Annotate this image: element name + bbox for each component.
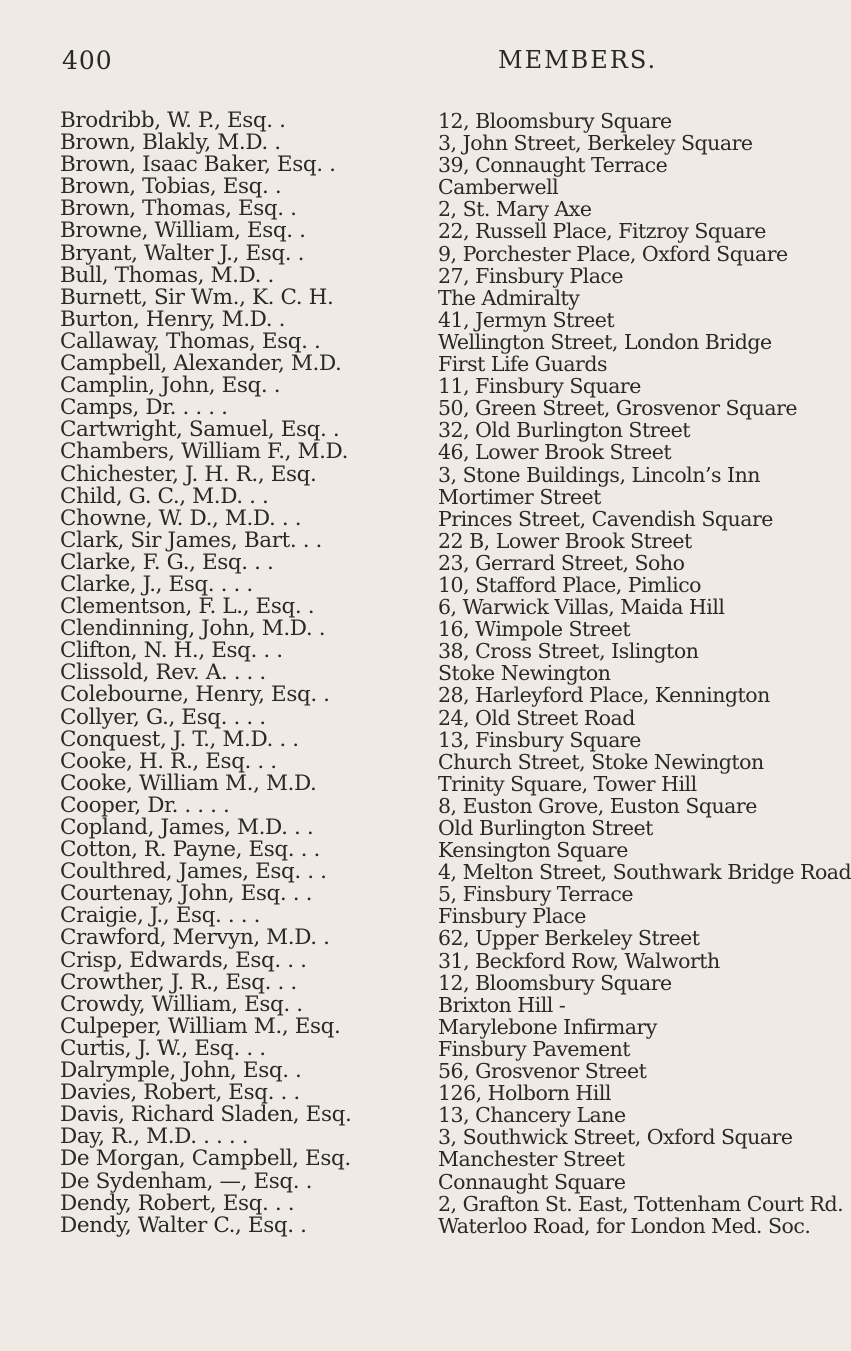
- list-item: [60, 905, 785, 927]
- member-address: 31, Beckford Row, Walworth: [438, 948, 720, 973]
- member-address: Old Burlington Street: [438, 816, 653, 840]
- list-item: [60, 1104, 785, 1126]
- list-item: [60, 375, 785, 397]
- list-item: [60, 461, 785, 487]
- member-address: Kensington Square: [438, 838, 628, 863]
- list-item: [60, 1190, 844, 1216]
- list-item: [60, 132, 785, 154]
- list-item: [60, 1168, 785, 1194]
- list-item: [60, 1060, 785, 1082]
- member-name: Crowdy, William, Esq. .: [60, 991, 303, 1017]
- list-item: [60, 240, 788, 266]
- member-name: Campbell, Alexander, M.D.: [60, 351, 342, 377]
- page-header: [60, 46, 770, 86]
- member-name: Burton, Henry, M.D. .: [60, 306, 286, 332]
- member-name: Clendinning, John, M.D. .: [60, 616, 326, 642]
- member-name: Clark, Sir James, Bart. . .: [60, 527, 322, 553]
- list-item: [60, 726, 785, 752]
- member-address: 56, Grosvenor Street: [438, 1059, 647, 1084]
- member-name: Clarke, F. G., Esq. . .: [60, 549, 274, 575]
- member-name: Conquest, J. T., M.D. . .: [60, 726, 299, 752]
- member-address: Wellington Street, London Bridge: [438, 329, 772, 354]
- list-item: [60, 1212, 811, 1238]
- member-address: 6, Warwick Villas, Maida Hill: [438, 595, 725, 620]
- member-address: 27, Finsbury Place: [438, 263, 624, 288]
- member-address: Finsbury Pavement: [438, 1036, 631, 1061]
- list-item: [60, 927, 785, 949]
- member-address: Camberwell: [438, 175, 559, 200]
- member-address: 22 B, Lower Brook Street: [438, 528, 692, 553]
- member-address: 11, Finsbury Square: [438, 374, 641, 399]
- list-item: [60, 441, 785, 463]
- list-item: [60, 596, 785, 618]
- member-address: Manchester Street: [438, 1147, 625, 1172]
- list-item: [60, 505, 785, 531]
- member-address: 4, Melton Street, Southwark Bridge Road: [438, 860, 851, 885]
- member-name: Cotton, R. Payne, Esq. . .: [60, 837, 320, 863]
- member-address: 2, St. Mary Axe: [438, 197, 592, 222]
- member-name: Bryant, Walter J., Esq. .: [60, 240, 305, 266]
- member-name: Brown, Tobias, Esq. .: [60, 174, 282, 200]
- list-item: [60, 176, 785, 198]
- member-name: Dalrymple, John, Esq. .: [60, 1058, 302, 1084]
- member-name: Cooper, Dr. . . . .: [60, 792, 230, 818]
- member-address: Church Street, Stoke Newington: [438, 749, 764, 774]
- member-name: Browne, William, Esq. .: [60, 218, 306, 244]
- list-item: [60, 991, 785, 1017]
- member-address: Waterloo Road, for London Med. Soc.: [438, 1213, 811, 1238]
- list-item: [60, 306, 785, 332]
- member-name: Colebourne, Henry, Esq. .: [60, 682, 330, 708]
- member-name: Cooke, H. R., Esq. . .: [60, 748, 277, 774]
- member-name: Brown, Thomas, Esq. .: [60, 196, 297, 222]
- member-name: Clementson, F. L., Esq. .: [60, 594, 315, 620]
- list-item: [60, 662, 785, 684]
- member-address: 32, Old Burlington Street: [438, 418, 691, 443]
- list-item: [60, 969, 785, 995]
- member-list: [60, 108, 851, 1238]
- list-item: [60, 198, 785, 220]
- member-address: 2, Grafton St. East, Tottenham Court Rd.: [438, 1191, 844, 1216]
- member-name: Callaway, Thomas, Esq. .: [60, 328, 321, 354]
- list-item: [60, 947, 785, 973]
- member-name: Brown, Blakly, M.D. .: [60, 130, 281, 156]
- member-address: 12, Bloomsbury Square: [438, 109, 672, 133]
- member-name: Crowther, J. R., Esq. . .: [60, 969, 297, 995]
- member-name: Child, G. C., M.D. . .: [60, 483, 269, 509]
- member-address: 24, Old Street Road: [438, 705, 635, 730]
- list-item: [60, 527, 785, 553]
- member-name: Bull, Thomas, M.D. .: [60, 262, 274, 288]
- member-name: Brodribb, W. P., Esq. .: [60, 108, 286, 133]
- member-name: Clissold, Rev. A. . . .: [60, 660, 266, 686]
- list-item: [60, 704, 785, 730]
- member-name: Chambers, William F., M.D.: [60, 439, 349, 465]
- member-name: Brown, Isaac Baker, Esq. .: [60, 152, 336, 178]
- member-address: 126, Holborn Hill: [438, 1081, 611, 1106]
- member-name: Curtis, J. W., Esq. . .: [60, 1035, 266, 1061]
- member-address: Finsbury Place: [438, 904, 586, 929]
- list-item: [60, 549, 785, 575]
- member-name: Clifton, N. H., Esq. . .: [60, 638, 283, 664]
- member-name: Copland, James, M.D. . .: [60, 815, 314, 840]
- list-item: [60, 154, 785, 176]
- running-head: MEMBERS.: [498, 46, 658, 74]
- list-item: [60, 684, 785, 706]
- member-name: Crisp, Edwards, Esq. . .: [60, 947, 307, 973]
- member-name: Davis, Richard Sladen, Esq.: [60, 1102, 352, 1128]
- list-item: [60, 859, 851, 885]
- member-name: De Morgan, Campbell, Esq.: [60, 1146, 351, 1172]
- member-address: 38, Cross Street, Islington: [438, 639, 699, 664]
- member-name: Clarke, J., Esq. . . .: [60, 571, 253, 597]
- member-address: 50, Green Street, Grosvenor Square: [438, 396, 798, 421]
- list-item: [60, 284, 785, 310]
- member-address: 28, Harleyford Place, Kennington: [438, 683, 770, 708]
- member-name: Dendy, Walter C., Esq. .: [60, 1212, 307, 1238]
- member-address: 13, Finsbury Square: [438, 727, 641, 752]
- list-item: [60, 110, 785, 132]
- list-item: [60, 353, 785, 375]
- list-item: [60, 770, 785, 796]
- member-address: The Admiralty: [438, 285, 580, 310]
- member-name: Dendy, Robert, Esq. . .: [60, 1190, 295, 1216]
- list-item: [60, 618, 785, 640]
- list-item: [60, 883, 785, 905]
- list-item: [60, 792, 785, 818]
- member-address: 3, Stone Buildings, Lincoln’s Inn: [438, 462, 761, 487]
- member-address: Princes Street, Cavendish Square: [438, 506, 773, 531]
- member-name: De Sydenham, —, Esq. .: [60, 1168, 313, 1194]
- member-address: 22, Russell Place, Fitzroy Square: [438, 219, 766, 244]
- member-name: Day, R., M.D. . . . .: [60, 1124, 249, 1150]
- list-item: [60, 1082, 785, 1104]
- list-item: [60, 419, 785, 441]
- list-item: [60, 1148, 785, 1170]
- member-address: Stoke Newington: [438, 661, 611, 686]
- member-address: 9, Porchester Place, Oxford Square: [438, 241, 788, 266]
- member-address: Mortimer Street: [438, 484, 601, 509]
- member-name: Chowne, W. D., M.D. . .: [60, 505, 302, 531]
- list-item: [60, 328, 785, 354]
- member-name: Camplin, John, Esq. .: [60, 373, 281, 399]
- member-address: Marylebone Infirmary: [438, 1014, 657, 1039]
- member-name: Cooke, William M., M.D.: [60, 770, 317, 796]
- member-address: 8, Euston Grove, Euston Square: [438, 793, 757, 818]
- member-address: 12, Bloomsbury Square: [438, 970, 672, 995]
- member-address: 46, Lower Brook Street: [438, 440, 672, 465]
- list-item: [60, 220, 785, 242]
- list-item: [60, 483, 785, 509]
- list-item: [60, 395, 798, 421]
- member-name: Burnett, Sir Wm., K. C. H.: [60, 284, 334, 310]
- page-number: 400: [62, 46, 113, 75]
- member-name: Chichester, J. H. R., Esq.: [60, 461, 317, 487]
- member-name: Cartwright, Samuel, Esq. .: [60, 417, 340, 443]
- member-name: Collyer, G., Esq. . . .: [60, 704, 266, 730]
- member-address: 41, Jermyn Street: [438, 307, 615, 332]
- member-address: 3, Southwick Street, Oxford Square: [438, 1125, 793, 1150]
- list-item: [60, 1035, 785, 1061]
- member-address: 62, Upper Berkeley Street: [438, 926, 700, 951]
- member-name: Davies, Robert, Esq. . .: [60, 1080, 300, 1106]
- member-name: Culpeper, William M., Esq.: [60, 1013, 341, 1039]
- member-address: 16, Wimpole Street: [438, 617, 631, 642]
- list-item: [60, 262, 785, 288]
- member-address: 23, Gerrard Street, Soho: [438, 550, 685, 575]
- list-item: [60, 1124, 793, 1150]
- member-address: First Life Guards: [438, 352, 608, 377]
- member-address: 39, Connaught Terrace: [438, 153, 668, 178]
- list-item: [60, 839, 785, 861]
- list-item: [60, 817, 785, 839]
- member-address: Connaught Square: [438, 1169, 626, 1194]
- member-address: 5, Finsbury Terrace: [438, 882, 633, 907]
- member-address: 10, Stafford Place, Pimlico: [438, 572, 702, 597]
- member-address: Trinity Square, Tower Hill: [438, 771, 697, 796]
- member-name: Crawford, Mervyn, M.D. .: [60, 925, 330, 951]
- member-address: 3, John Street, Berkeley Square: [438, 131, 753, 156]
- list-item: [60, 1013, 785, 1039]
- list-item: [60, 571, 785, 597]
- list-item: [60, 640, 785, 662]
- list-item: [60, 748, 785, 774]
- member-name: Camps, Dr. . . . .: [60, 395, 228, 421]
- member-address: Brixton Hill -: [438, 992, 566, 1017]
- member-name: Courtenay, John, Esq. . .: [60, 881, 313, 907]
- member-address: 13, Chancery Lane: [438, 1103, 626, 1128]
- member-name: Coulthred, James, Esq. . .: [60, 859, 327, 885]
- member-name: Craigie, J., Esq. . . .: [60, 903, 261, 929]
